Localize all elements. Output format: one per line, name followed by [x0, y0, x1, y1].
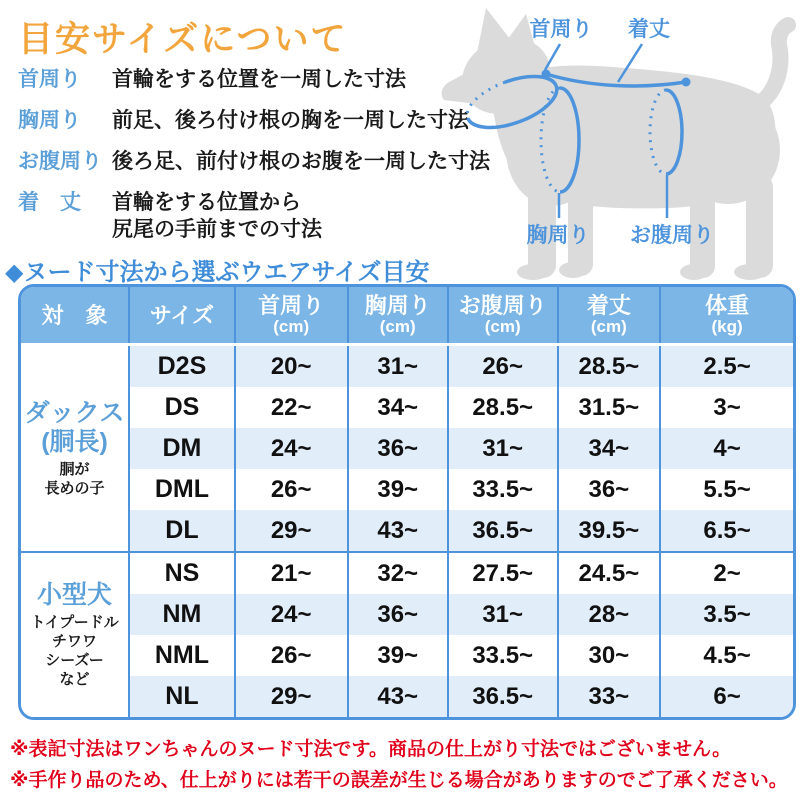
column-header [558, 287, 661, 345]
length-label: 着丈 [628, 18, 670, 41]
definition-desc [112, 66, 406, 93]
dog-tail [756, 25, 788, 106]
value-cell: 27.5~ [448, 552, 558, 594]
neck-pointer-line [545, 44, 560, 70]
value-cell: 31.5~ [558, 387, 661, 428]
dog-silhouette [442, 8, 788, 280]
column-header-label: 対 象 [41, 302, 108, 328]
page-title: 目安サイズについて [18, 20, 348, 59]
value-cell: 33~ [558, 676, 661, 717]
value-cell: 34~ [348, 387, 448, 428]
size-cell: NL [129, 676, 235, 717]
table-body [21, 345, 793, 718]
value-cell: 6~ [660, 676, 793, 717]
size-cell: D2S [129, 345, 235, 388]
neck-label: 首周り [529, 18, 593, 41]
definition-desc-line: 後ろ足、前付け根のお腹を一周した寸法 [112, 150, 490, 173]
dog-back-leg [746, 174, 773, 278]
value-cell: 39~ [348, 469, 448, 510]
column-header-label: 首周り [258, 293, 325, 318]
definition-desc-line: 首輪をする位置から [112, 191, 301, 214]
value-cell: 26~ [448, 345, 558, 388]
value-cell: 33.5~ [448, 469, 558, 510]
definition-desc [112, 189, 322, 243]
size-cell: DL [129, 510, 235, 552]
value-cell: 36.5~ [448, 510, 558, 552]
column-header-unit: (cm) [379, 317, 416, 336]
value-cell: 21~ [235, 552, 348, 594]
size-cell: DS [129, 387, 235, 428]
definition-term: お腹周り [18, 150, 102, 173]
value-cell: 43~ [348, 676, 448, 717]
definition-row [18, 66, 448, 93]
group-name-line: 小型犬 [37, 581, 113, 609]
note-line: ※手作り品のため、仕上がりには若干の誤差が生じる場合がありますのでご了承ください。 [10, 770, 788, 791]
table-row [21, 345, 793, 388]
table-row [21, 552, 793, 594]
length-start-dot [542, 70, 551, 79]
table-row [21, 469, 793, 510]
size-cell: NM [129, 594, 235, 635]
column-header [448, 287, 558, 345]
dog-paw [559, 262, 587, 278]
value-cell: 39~ [348, 635, 448, 676]
definition-desc-line: 首輪をする位置を一周した寸法 [112, 68, 406, 91]
value-cell: 26~ [235, 469, 348, 510]
group-sub-line: 胴が [59, 461, 90, 478]
group-sub-line: 長めの子 [44, 480, 105, 497]
definition-row [18, 189, 448, 243]
value-cell: 2.5~ [660, 345, 793, 388]
table-row [21, 676, 793, 717]
column-header [129, 287, 235, 345]
size-cell: NS [129, 552, 235, 594]
table-row [21, 635, 793, 676]
target-group-cell [21, 552, 129, 717]
column-header-label: サイズ [149, 302, 215, 328]
footer-notes [10, 734, 788, 796]
dog-measurement-diagram [430, 2, 796, 290]
value-cell: 22~ [235, 387, 348, 428]
value-cell: 3.5~ [660, 594, 793, 635]
column-header [235, 287, 348, 345]
definition-desc-line: 尻尾の手前までの寸法 [112, 218, 322, 241]
definition-row [18, 148, 490, 175]
column-header-label: 体重 [705, 293, 750, 318]
dog-paw [734, 264, 766, 280]
size-cell: DM [129, 428, 235, 469]
belly-label: お腹周り [630, 224, 714, 247]
value-cell: 33.5~ [448, 635, 558, 676]
definition-term: 着 丈 [18, 191, 81, 214]
chest-label: 胸周り [526, 224, 590, 247]
column-header-label: 胸周り [364, 293, 431, 318]
value-cell: 5.5~ [660, 469, 793, 510]
definition-term: 首周り [18, 68, 81, 91]
value-cell: 31~ [448, 594, 558, 635]
value-cell: 39.5~ [558, 510, 661, 552]
value-cell: 28.5~ [448, 387, 558, 428]
value-cell: 31~ [348, 345, 448, 388]
value-cell: 36.5~ [448, 676, 558, 717]
column-header [21, 287, 129, 345]
definition-term: 胸周り [18, 109, 81, 132]
table-row [21, 428, 793, 469]
value-cell: 36~ [558, 469, 661, 510]
value-cell: 29~ [235, 676, 348, 717]
size-cell: DML [129, 469, 235, 510]
section-title: ◆ヌード寸法から選ぶウエアサイズ目安 [5, 259, 430, 286]
column-header [348, 287, 448, 345]
table-header-row [21, 287, 793, 345]
table-row [21, 510, 793, 552]
definition-desc-line: 前足、後ろ付け根の胸を一周した寸法 [112, 109, 469, 132]
column-header [660, 287, 793, 345]
table-row [21, 387, 793, 428]
size-cell: NML [129, 635, 235, 676]
value-cell: 43~ [348, 510, 448, 552]
column-header-unit: (kg) [711, 317, 743, 336]
definition-row [18, 107, 469, 134]
group-sub-line: シーズー [45, 652, 104, 669]
value-cell: 29~ [235, 510, 348, 552]
value-cell: 36~ [348, 428, 448, 469]
value-cell: 3~ [660, 387, 793, 428]
group-sub-line: チワワ [52, 633, 98, 650]
value-cell: 4.5~ [660, 635, 793, 676]
definition-desc [112, 107, 469, 134]
value-cell: 34~ [558, 428, 661, 469]
value-cell: 2~ [660, 552, 793, 594]
value-cell: 20~ [235, 345, 348, 388]
measurement-definitions [18, 66, 490, 257]
value-cell: 28~ [558, 594, 661, 635]
length-end-dot [682, 78, 691, 87]
value-cell: 32~ [348, 552, 448, 594]
group-name-line: (胴長) [41, 428, 108, 456]
table-row [21, 594, 793, 635]
value-cell: 6.5~ [660, 510, 793, 552]
value-cell: 24~ [235, 594, 348, 635]
column-header-label: 着丈 [586, 293, 631, 318]
group-sub-line: など [59, 671, 90, 688]
value-cell: 26~ [235, 635, 348, 676]
dog-paw [680, 264, 708, 280]
value-cell: 24.5~ [558, 552, 661, 594]
value-cell: 28.5~ [558, 345, 661, 388]
value-cell: 4~ [660, 428, 793, 469]
value-cell: 31~ [448, 428, 558, 469]
group-name-line: ダックス [24, 399, 125, 427]
value-cell: 36~ [348, 594, 448, 635]
group-sub-line: トイプードル [30, 614, 119, 631]
column-header-unit: (cm) [273, 317, 310, 336]
value-cell: 24~ [235, 428, 348, 469]
column-header-unit: (cm) [484, 317, 521, 336]
target-group-cell [21, 345, 129, 553]
value-cell: 30~ [558, 635, 661, 676]
note-line: ※表記寸法はワンちゃんのヌード寸法です。商品の仕上がり寸法ではございません。 [10, 739, 732, 760]
column-header-label: お腹周り [458, 293, 547, 318]
dog-paw [517, 264, 549, 280]
size-table [18, 284, 796, 720]
column-header-unit: (cm) [590, 317, 627, 336]
